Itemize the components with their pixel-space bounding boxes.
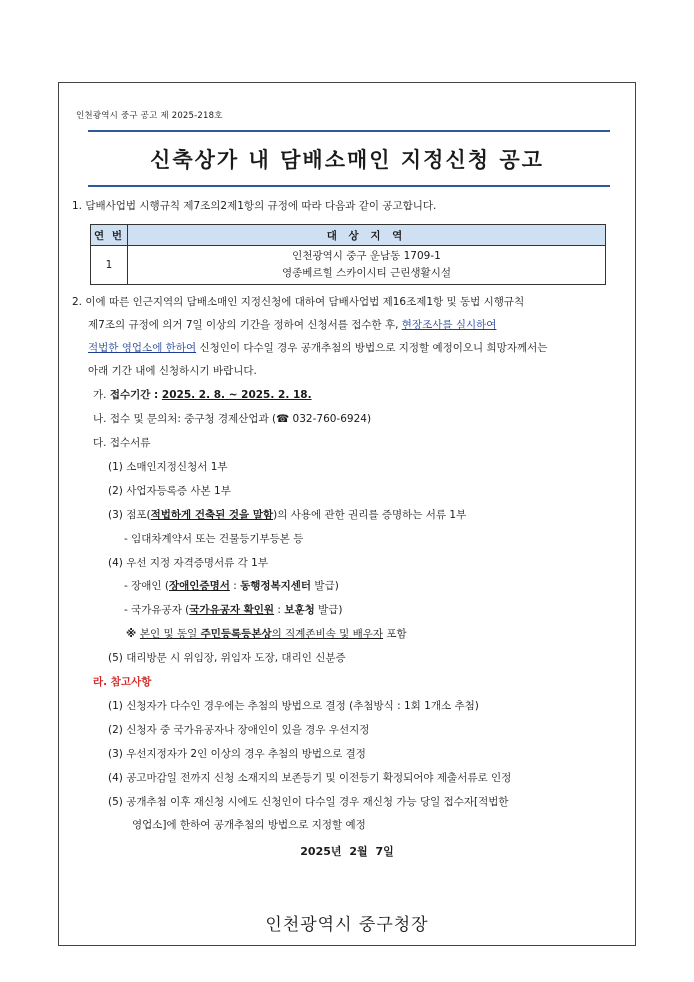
row-area-building: 영종베르힐 스카이시티 근린생활시설 <box>282 267 451 279</box>
document-item-4-veteran <box>124 603 342 617</box>
document-text: )의 사용에 관한 권리를 증명하는 서류 1부 <box>273 509 467 521</box>
page-title: 신축상가 내 담배소매인 지정신청 공고 <box>150 148 544 172</box>
document-text: : <box>229 580 241 592</box>
document-item-5: (5) 대리방문 시 위임장, 위임자 도장, 대리인 신분증 <box>108 652 346 664</box>
notice-number: 인천광역시 중구 공고 제 2025-218호 <box>76 111 223 121</box>
section-2-line-1: 2. 이에 따른 인근지역의 담배소매인 지정신청에 대하여 담배사업법 제16조제1항 및 동법 시행규칙 <box>72 296 525 308</box>
reception-contact: 나. 접수 및 문의처: 중구청 경제산업과 (☎ 032-760-6924) <box>93 413 372 425</box>
document-item-3-sub: - 임대차계약서 또는 건물등기부등본 등 <box>124 533 304 545</box>
document-item-2: (2) 사업자등록증 사본 1부 <box>108 485 231 497</box>
document-item-3 <box>108 508 466 522</box>
reference-item-1: (1) 신청자가 다수인 경우에는 추첨의 방법으로 결정 (추첨방식 : 1회 1개소 추첨) <box>108 700 479 712</box>
note-text: 의 직계존비속 및 배우자 <box>271 628 384 640</box>
section-2-line-2 <box>88 318 496 332</box>
reception-period-value: 2025. 2. 8. ~ 2025. 2. 18. <box>161 389 312 401</box>
row-number: 1 <box>91 246 128 285</box>
document-item-1: (1) 소매인지정신청서 1부 <box>108 461 228 473</box>
reference-item-5-cont: 영업소]에 한하여 공개추첨의 방법으로 지정할 예정 <box>132 819 366 831</box>
title-top-rule <box>88 130 610 132</box>
resident-register-text: 주민등록등본상 <box>200 628 272 640</box>
document-item-4: (4) 우선 지정 자격증명서류 각 1부 <box>108 557 268 569</box>
note-text: 포함 <box>383 628 407 640</box>
item-prefix: 가. <box>93 389 110 401</box>
documents-heading: 다. 접수서류 <box>93 437 151 449</box>
section-2-text: 신청인이 다수일 경우 공개추첨의 방법으로 지정할 예정이오니 희망자께서는 <box>196 342 548 354</box>
notice-date: 2025년 2월 7일 <box>300 845 394 858</box>
table-header-row <box>91 225 606 246</box>
target-area-table <box>90 224 606 285</box>
veterans-office-text: 보훈청 <box>284 604 315 616</box>
col-header-area: 대 상 지 역 <box>128 225 606 246</box>
section-2-line-3 <box>88 341 547 355</box>
table-row <box>91 246 606 285</box>
reference-item-4: (4) 공고마감일 전까지 신청 소재지의 보존등기 및 이전등기 확정되어야 제출서류로 인정 <box>108 772 512 784</box>
document-item-4-disabled <box>124 579 339 593</box>
reception-period-label: 접수기간 : <box>109 389 162 401</box>
document-item-4-note <box>126 627 407 641</box>
welfare-center-text: 동행정복지센터 <box>240 580 312 592</box>
col-header-no: 연 번 <box>91 225 128 246</box>
reception-period <box>93 388 312 402</box>
reference-item-3: (3) 우선지정자가 2인 이상의 경우 추첨의 방법으로 결정 <box>108 748 366 760</box>
title-bottom-rule <box>88 185 610 187</box>
note-mark: ※ <box>126 628 140 640</box>
veteran-certificate-text: 국가유공자 확인원 <box>189 604 275 616</box>
document-text: 발급) <box>311 580 339 592</box>
note-text: 본인 및 동일 <box>139 628 201 640</box>
section-2-line-4: 아래 기간 내에 신청하시기 바랍니다. <box>88 365 257 377</box>
signature: 인천광역시 중구청장 <box>265 915 429 935</box>
row-area-address: 인천광역시 중구 운남동 1709-1 <box>292 250 441 262</box>
legally-built-text: 적법하게 건축된 것을 말함 <box>150 509 274 521</box>
onsite-inspection-text: 현장조사를 실시하여 <box>401 319 497 331</box>
legal-business-text: 적법한 영업소에 한하여 <box>88 342 197 354</box>
document-text: 발급) <box>314 604 343 616</box>
section-1: 1. 담배사업법 시행규칙 제7조의2제1항의 규정에 따라 다음과 같이 공고합니다. <box>72 200 437 212</box>
disability-certificate-text: 장애인증명서 <box>169 580 230 592</box>
reference-item-5: (5) 공개추첨 이후 재신청 시에도 신청인이 다수일 경우 재신청 가능 당일 접수자[적법한 <box>108 796 509 808</box>
document-text: (3) 점포( <box>108 509 151 521</box>
document-text: : <box>274 604 285 616</box>
section-2-text: 제7조의 규정에 의거 7일 이상의 기간을 정하여 신청서를 접수한 후, <box>88 319 402 331</box>
document-text: - 장애인 ( <box>124 580 169 592</box>
reference-item-2: (2) 신청자 중 국가유공자나 장애인이 있을 경우 우선지정 <box>108 724 370 736</box>
reference-heading: 라. 참고사항 <box>93 676 152 688</box>
row-area <box>128 246 606 285</box>
document-text: - 국가유공자 ( <box>124 604 190 616</box>
